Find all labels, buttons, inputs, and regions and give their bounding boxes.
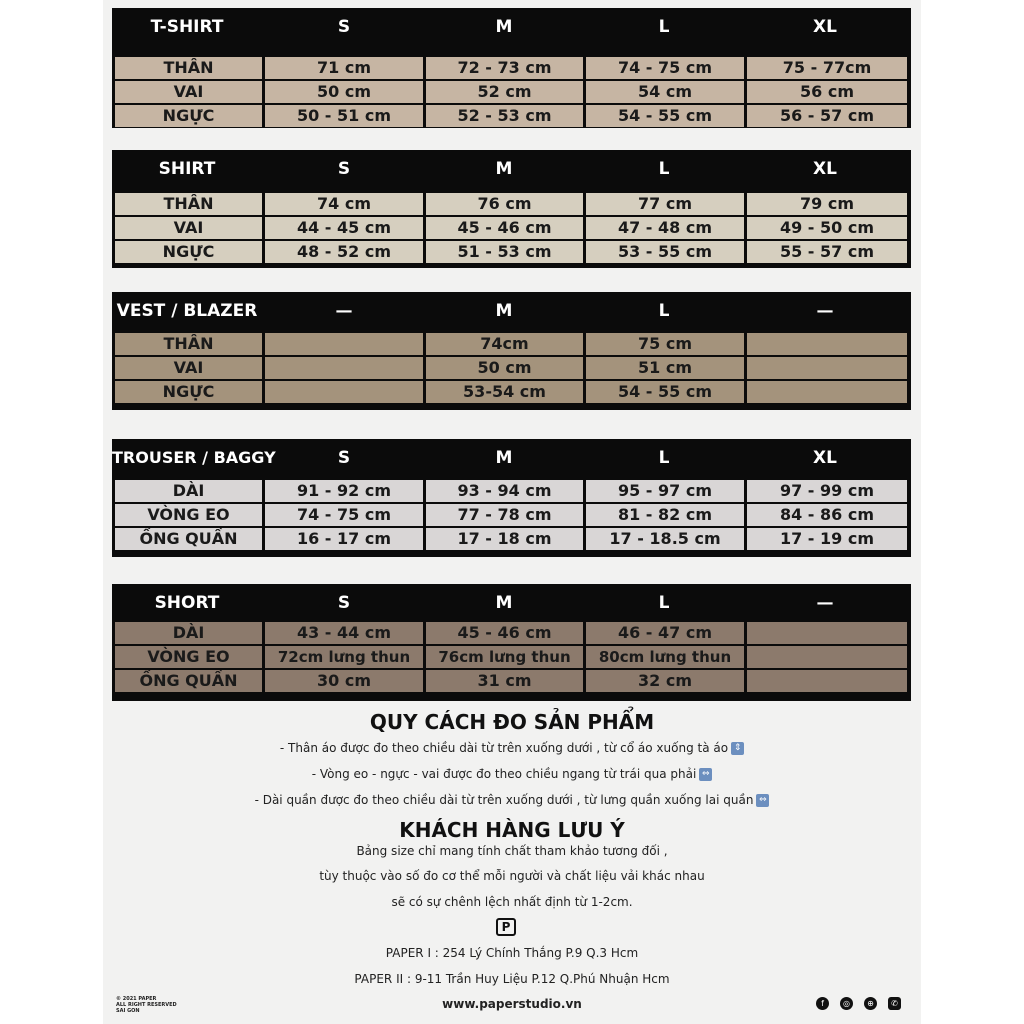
size-value: 51 - 53 cm: [426, 241, 583, 263]
measure-guide-line: [103, 741, 921, 755]
measure-label: THÂN: [115, 333, 262, 355]
size-label: S: [337, 448, 351, 468]
size-label: —: [335, 301, 353, 321]
size-value: [265, 381, 423, 403]
size-label: M: [495, 301, 513, 321]
category-label: T-SHIRT: [150, 17, 224, 37]
size-value: 75 - 77cm: [747, 57, 907, 79]
size-value: 74cm: [426, 333, 583, 355]
size-value: 54 - 55 cm: [586, 105, 744, 127]
size-value: [747, 333, 907, 355]
measure-label: VAI: [115, 81, 262, 103]
table-row: [115, 105, 907, 127]
size-value: [747, 357, 907, 379]
size-value: 74 cm: [265, 193, 423, 215]
size-value: 75 cm: [586, 333, 744, 355]
table-row: [115, 217, 907, 239]
category-label: SHORT: [154, 593, 220, 613]
table-row: [115, 504, 907, 526]
short-size-table: [112, 584, 911, 701]
size-value: 77 - 78 cm: [426, 504, 583, 526]
size-label: XL: [813, 159, 837, 179]
size-value: 52 cm: [426, 81, 583, 103]
table-row: [115, 57, 907, 79]
size-value: 81 - 82 cm: [586, 504, 744, 526]
size-label: L: [658, 448, 670, 468]
size-value: 43 - 44 cm: [265, 622, 423, 644]
size-value: 50 cm: [426, 357, 583, 379]
customer-notice-title: KHÁCH HÀNG LƯU Ý: [399, 818, 625, 842]
size-value: 49 - 50 cm: [747, 217, 907, 239]
website-link[interactable]: www.paperstudio.vn: [442, 997, 582, 1011]
globe-icon[interactable]: ⊕: [864, 997, 877, 1010]
left-right-arrow-icon: ⇔: [699, 768, 712, 781]
size-value: 93 - 94 cm: [426, 480, 583, 502]
notice-line: Bảng size chỉ mang tính chất tham khảo tương đối ,: [356, 844, 668, 858]
measure-guide-text: - Vòng eo - ngực - vai được đo theo chiều ngang từ trái qua phải: [311, 767, 697, 781]
table-row: [115, 646, 907, 668]
size-value: 51 cm: [586, 357, 744, 379]
size-label: M: [495, 17, 513, 37]
size-label: —: [816, 593, 834, 613]
size-value: [265, 333, 423, 355]
size-value: 47 - 48 cm: [586, 217, 744, 239]
phone-icon[interactable]: ✆: [888, 997, 901, 1010]
size-value: 56 - 57 cm: [747, 105, 907, 127]
size-value: 45 - 46 cm: [426, 622, 583, 644]
measure-label: THÂN: [115, 57, 262, 79]
trouser-baggy-size-table: [112, 439, 911, 557]
copyright-line: SAI GON: [116, 1008, 140, 1014]
measure-label: NGỰC: [115, 241, 262, 263]
store-address: PAPER II : 9-11 Trần Huy Liệu P.12 Q.Phú Nhuận Hcm: [354, 972, 670, 986]
copyright-line: ALL RIGHT RESERVED: [116, 1002, 177, 1008]
size-value: 17 - 19 cm: [747, 528, 907, 550]
measure-guide-line: [103, 793, 921, 807]
size-value: 79 cm: [747, 193, 907, 215]
size-value: 16 - 17 cm: [265, 528, 423, 550]
size-label: S: [337, 17, 351, 37]
size-label: S: [337, 159, 351, 179]
measure-label: NGỰC: [115, 381, 262, 403]
size-value: 91 - 92 cm: [265, 480, 423, 502]
size-value: 32 cm: [586, 670, 744, 692]
size-label: XL: [813, 448, 837, 468]
measure-label: VAI: [115, 217, 262, 239]
size-value: 74 - 75 cm: [586, 57, 744, 79]
measure-guide-line: [103, 767, 921, 781]
vest-blazer-size-table: [112, 292, 911, 410]
size-value: 55 - 57 cm: [747, 241, 907, 263]
table-header: [112, 8, 911, 46]
table-row: [115, 333, 907, 355]
size-value: 71 cm: [265, 57, 423, 79]
measure-guide-text: - Dài quần được đo theo chiều dài từ trên xuống dưới , từ lưng quần xuống lai quần: [254, 793, 754, 807]
tshirt-size-table: [112, 8, 911, 128]
table-header: [112, 292, 911, 330]
size-value: 45 - 46 cm: [426, 217, 583, 239]
measure-guide-text: - Thân áo được đo theo chiều dài từ trên xuống dưới , từ cổ áo xuống tà áo: [279, 741, 729, 755]
table-row: [115, 480, 907, 502]
size-value: 44 - 45 cm: [265, 217, 423, 239]
size-value: 48 - 52 cm: [265, 241, 423, 263]
size-label: L: [658, 593, 670, 613]
table-row: [115, 528, 907, 550]
size-label: M: [495, 159, 513, 179]
size-label: L: [658, 301, 670, 321]
measure-guide-title: QUY CÁCH ĐO SẢN PHẨM: [369, 710, 655, 734]
size-value: [265, 357, 423, 379]
notice-line: sẽ có sự chênh lệch nhất định từ 1-2cm.: [391, 895, 633, 909]
size-value: 76 cm: [426, 193, 583, 215]
size-value: 95 - 97 cm: [586, 480, 744, 502]
size-value: 72 - 73 cm: [426, 57, 583, 79]
size-value: 53-54 cm: [426, 381, 583, 403]
table-row: [115, 381, 907, 403]
size-value: 53 - 55 cm: [586, 241, 744, 263]
measure-label: VÒNG EO: [115, 504, 262, 526]
size-value: 80cm lưng thun: [586, 646, 744, 668]
facebook-icon[interactable]: f: [816, 997, 829, 1010]
category-label: TROUSER / BAGGY: [112, 448, 276, 467]
table-row: [115, 81, 907, 103]
size-value: 54 - 55 cm: [586, 381, 744, 403]
size-label: M: [495, 448, 513, 468]
size-value: 52 - 53 cm: [426, 105, 583, 127]
measure-label: ỐNG QUẦN: [115, 670, 262, 692]
size-value: 74 - 75 cm: [265, 504, 423, 526]
size-label: XL: [813, 17, 837, 37]
measure-label: DÀI: [115, 622, 262, 644]
size-value: [747, 670, 907, 692]
size-label: L: [658, 17, 670, 37]
measure-label: THÂN: [115, 193, 262, 215]
size-value: 50 - 51 cm: [265, 105, 423, 127]
category-label: SHIRT: [158, 159, 216, 179]
size-value: [747, 646, 907, 668]
instagram-icon[interactable]: ◎: [840, 997, 853, 1010]
size-label: S: [337, 593, 351, 613]
size-label: M: [495, 593, 513, 613]
table-row: [115, 193, 907, 215]
table-row: [115, 241, 907, 263]
copyright-line: © 2021 PAPER: [116, 996, 157, 1002]
table-row: [115, 622, 907, 644]
size-value: 97 - 99 cm: [747, 480, 907, 502]
table-header: [112, 584, 911, 622]
shirt-size-table: [112, 150, 911, 268]
left-right-arrow-icon: ⇔: [756, 794, 769, 807]
measure-label: ỐNG QUẦN: [115, 528, 262, 550]
category-label: VEST / BLAZER: [116, 301, 258, 321]
measure-label: VAI: [115, 357, 262, 379]
size-value: 46 - 47 cm: [586, 622, 744, 644]
size-value: 17 - 18.5 cm: [586, 528, 744, 550]
size-value: 77 cm: [586, 193, 744, 215]
size-label: —: [816, 301, 834, 321]
size-value: [747, 622, 907, 644]
table-header: [112, 439, 911, 477]
size-value: 17 - 18 cm: [426, 528, 583, 550]
size-value: 76cm lưng thun: [426, 646, 583, 668]
table-header: [112, 150, 911, 188]
size-value: 50 cm: [265, 81, 423, 103]
measure-label: VÒNG EO: [115, 646, 262, 668]
up-down-arrow-icon: ⇕: [731, 742, 744, 755]
size-value: [747, 381, 907, 403]
size-value: 30 cm: [265, 670, 423, 692]
size-value: 31 cm: [426, 670, 583, 692]
paper-logo-icon: P: [496, 918, 516, 936]
size-value: 56 cm: [747, 81, 907, 103]
measure-label: NGỰC: [115, 105, 262, 127]
size-value: 54 cm: [586, 81, 744, 103]
copyright: [116, 996, 177, 1014]
size-value: 84 - 86 cm: [747, 504, 907, 526]
measure-label: DÀI: [115, 480, 262, 502]
table-row: [115, 670, 907, 692]
table-row: [115, 357, 907, 379]
size-value: 72cm lưng thun: [265, 646, 423, 668]
size-label: L: [658, 159, 670, 179]
store-address: PAPER I : 254 Lý Chính Thắng P.9 Q.3 Hcm: [385, 946, 639, 960]
notice-line: tùy thuộc vào số đo cơ thể mỗi người và chất liệu vải khác nhau: [319, 869, 705, 883]
